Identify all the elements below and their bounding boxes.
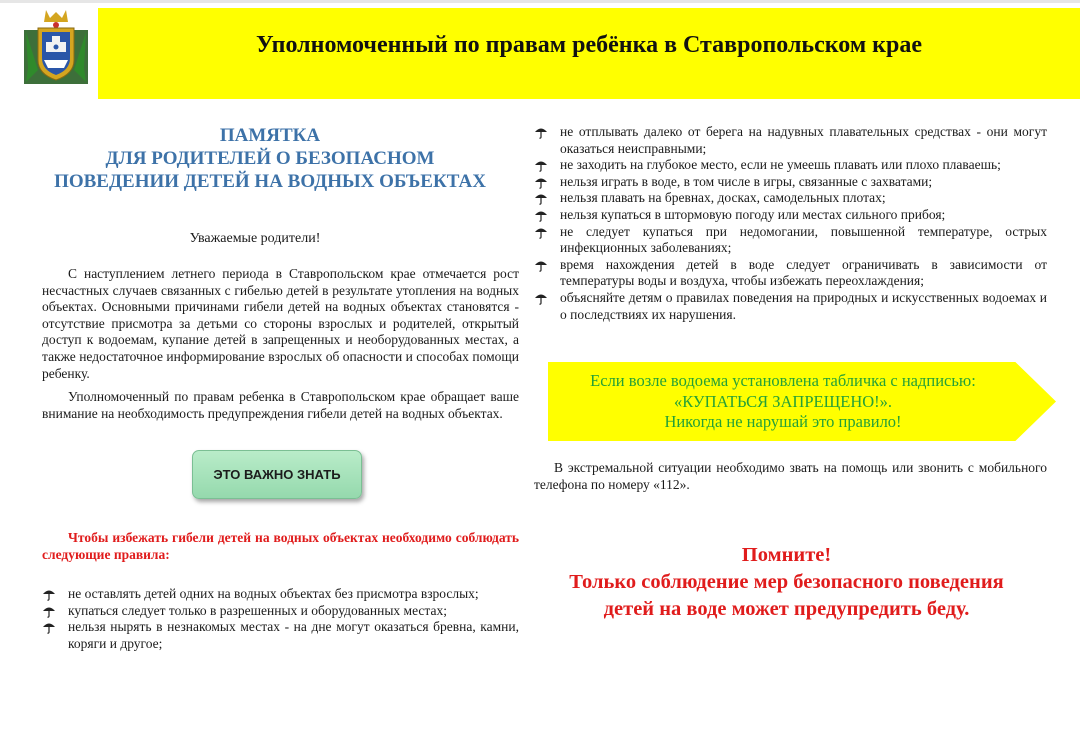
intro-paragraph: С наступлением летнего периода в Ставропольском крае отмечается рост несчастных случаев связанных с гибелью детей в результате утопления на водных объектах. Основными причинами гибели детей на водных объектах становятся - отсутствие присмотра за детьми со стороны взрослых и родителей, открытый доступ к водоемам, купание детей в запрещенных и необорудованных местах, а также недостаточное информирование взрослых об опасности и способах помощи ребенку. [42,266,519,381]
umbrella-bullet-icon [42,621,56,634]
umbrella-bullet-icon [534,192,548,205]
warning-sign-text [548,371,1018,433]
memo-title-line: ДЛЯ РОДИТЕЛЕЙ О БЕЗОПАСНОМ [105,148,435,169]
list-item: не оставлять детей одних на водных объектах без присмотра взрослых; [42,586,519,603]
umbrella-bullet-icon [534,259,548,272]
memo-title-line: ПАМЯТКА [219,125,321,146]
emergency-paragraph: В экстремальной ситуации необходимо звать на помощь или звонить с мобильного телефона по номеру «112». [534,460,1047,492]
sign-line: «КУПАТЬСЯ ЗАПРЕЩЕНО!». [673,391,893,411]
umbrella-bullet-icon [534,159,548,172]
list-item: нельзя купаться в штормовую погоду или местах сильного прибоя; [534,207,1047,224]
top-border [0,0,1080,3]
umbrella-bullet-icon [42,605,56,618]
umbrella-bullet-icon [534,126,548,139]
umbrella-bullet-icon [534,176,548,189]
sign-line: Если возле водоема установлена табличка с надписью: [590,371,976,390]
rules-list-left [42,586,519,652]
umbrella-bullet-icon [534,209,548,222]
remember-callout [534,542,1039,623]
ombudsman-paragraph: Уполномоченный по правам ребенка в Ставропольском крае обращает ваше внимание на необходимость предупреждения гибели детей на водных объектах. [42,389,519,421]
list-item: купаться следует только в разрешенных и оборудованных местах; [42,603,519,620]
header-banner [98,8,1080,99]
list-item: время нахождения детей в воде следует ограничивать в зависимости от температуры воды и воздуха, чтобы избежать переохлаждения; [534,257,1047,290]
umbrella-bullet-icon [534,226,548,239]
list-item: нельзя играть в воде, в том числе в игры, связанные с захватами; [534,174,1047,191]
important-to-know-button[interactable]: ЭТО ВАЖНО ЗНАТЬ [192,450,362,499]
remember-line: детей на воде может предупредить беду. [603,598,970,620]
list-item: не следует купаться при недомогании, повышенной температуре, острых инфекционных заболеваниях; [534,224,1047,257]
list-item: нельзя нырять в незнакомых местах - на дне могут оказаться бревна, камни, коряги и другое; [42,619,519,652]
umbrella-bullet-icon [534,292,548,305]
sign-line: Никогда не нарушай это правило! [664,412,902,431]
rules-list-right [534,124,1047,323]
page-title: Уполномоченный по правам ребёнка в Ставропольском крае [256,32,922,58]
list-item: нельзя плавать на бревнах, досках, самодельных плотах; [534,190,1047,207]
memo-title-line: ПОВЕДЕНИИ ДЕТЕЙ НА ВОДНЫХ ОБЪЕКТАХ [54,171,486,192]
memo-title [30,124,510,193]
coat-of-arms-icon [22,8,90,86]
list-item: не отплывать далеко от берега на надувных плавательных средствах - они могут оказаться неисправными; [534,124,1047,157]
remember-line: Помните! [741,544,832,566]
remember-line: Только соблюдение мер безопасного поведения [569,571,1004,593]
umbrella-bullet-icon [42,588,56,601]
list-item: не заходить на глубокое место, если не умеешь плавать или плохо плаваешь; [534,157,1047,174]
rules-heading: Чтобы избежать гибели детей на водных объектах необходимо соблюдать следующие правила: [42,530,519,562]
list-item: объясняйте детям о правилах поведения на природных и искусственных водоемах и о последствиях их нарушения. [534,290,1047,323]
greeting: Уважаемые родители! [189,231,321,246]
